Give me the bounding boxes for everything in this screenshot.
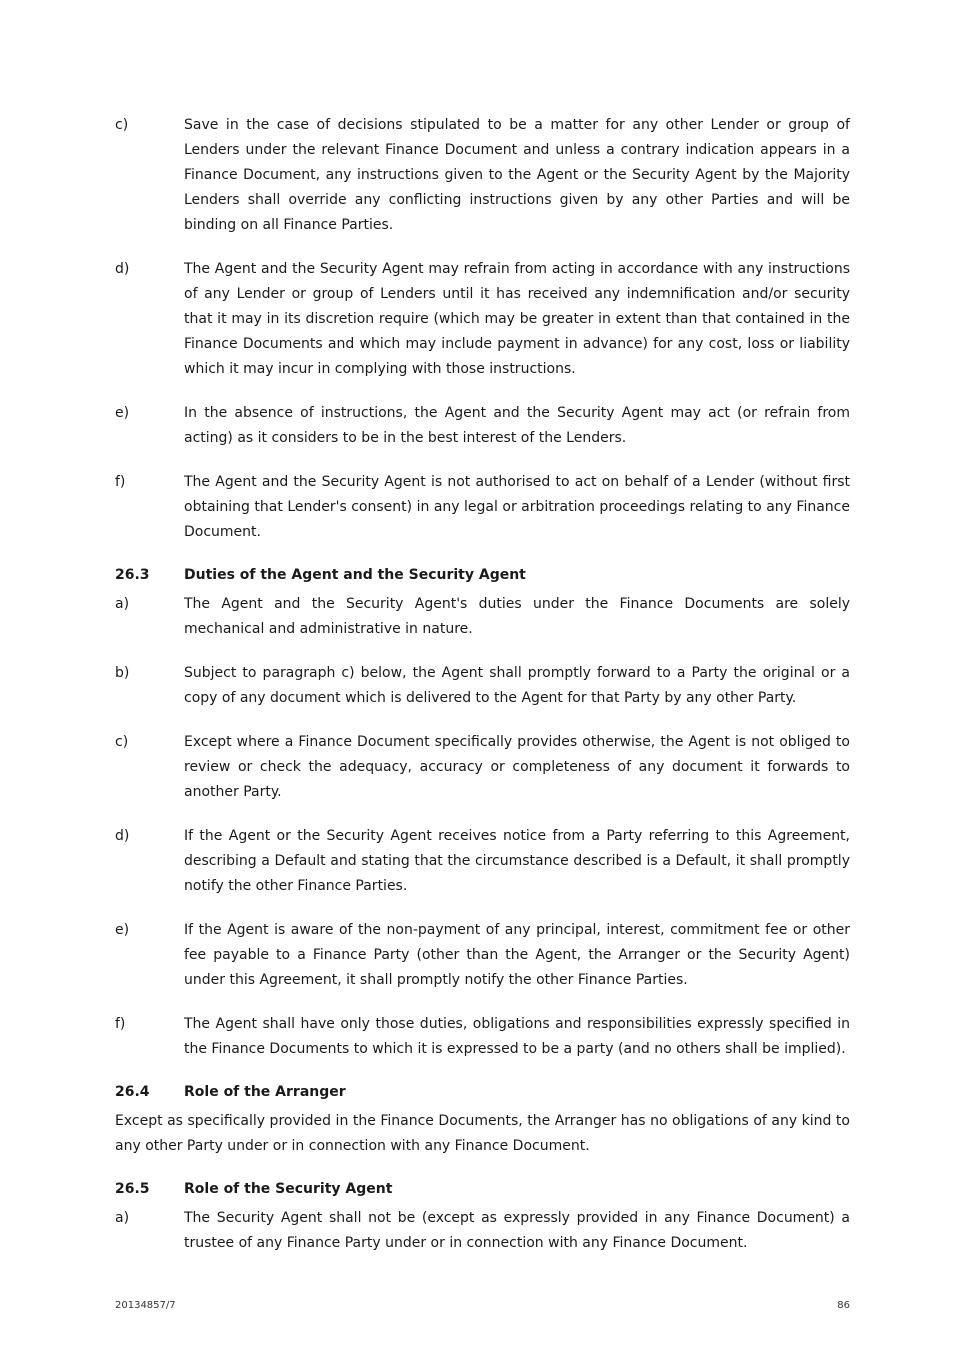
section-number: 26.3 [115,567,150,583]
item-label: a) [115,1210,130,1226]
item-text: The Agent and the Security Agent's duties under the Finance Documents are solely mechanical and administrative in nature. [184,596,850,637]
item-label: d) [115,261,130,277]
list-item [115,661,850,711]
item-label: e) [115,405,130,421]
list-item [115,470,850,545]
list-item [115,401,850,451]
item-text: The Agent and the Security Agent may refrain from acting in accordance with any instructions of any Lender or group of Lenders until it has received any indemnification and/or security that it may in its discretion require (which may be greater in extent than that contained in the Finance Documents and which may include payment in advance) for any cost, loss or liability which it may incur in complying with those instructions. [184,261,850,377]
item-label: c) [115,734,129,750]
list-item [115,1012,850,1062]
list-item [115,824,850,899]
list-item [115,918,850,993]
list-item [115,257,850,382]
document-reference: 20134857/7 [115,1300,176,1311]
item-text: Subject to paragraph c) below, the Agent shall promptly forward to a Party the original or a copy of any document which is delivered to the Agent for that Party by any other Party. [184,665,850,706]
item-label: f) [115,1016,126,1032]
page-number: 86 [837,1300,850,1311]
section-heading-26-4 [115,1080,850,1105]
page-footer [115,1300,850,1311]
item-label: e) [115,922,130,938]
item-label: f) [115,474,126,490]
item-label: d) [115,828,130,844]
section-title: Role of the Arranger [184,1084,346,1100]
item-text: In the absence of instructions, the Agent and the Security Agent may act (or refrain from acting) as it considers to be in the best interest of the Lenders. [184,405,850,446]
item-text: The Security Agent shall not be (except as expressly provided in any Finance Document) a trustee of any Finance Party under or in connection with any Finance Document. [184,1210,850,1251]
item-text: Save in the case of decisions stipulated to be a matter for any other Lender or group of Lenders under the relevant Finance Document and unless a contrary indication appears in a Finance Document, any instructions given to the Agent or the Security Agent by the Majority Lenders shall override any conflicting instructions given by any other Parties and will be binding on all Finance Parties. [184,117,850,233]
list-item [115,592,850,642]
section-title: Role of the Security Agent [184,1181,393,1197]
item-text: The Agent and the Security Agent is not authorised to act on behalf of a Lender (without first obtaining that Lender's consent) in any legal or arbitration proceedings relating to any Finance Document. [184,474,850,540]
section-paragraph: Except as specifically provided in the Finance Documents, the Arranger has no obligations of any kind to any other Party under or in connection with any Finance Document. [115,1113,850,1154]
item-text: Except where a Finance Document specifically provides otherwise, the Agent is not obliged to review or check the adequacy, accuracy or completeness of any document it forwards to another Party. [184,734,850,800]
document-body [115,113,850,1275]
section-number: 26.4 [115,1084,150,1100]
list-item [115,113,850,238]
item-text: If the Agent is aware of the non-payment of any principal, interest, commitment fee or other fee payable to a Finance Party (other than the Agent, the Arranger or the Security Agent) under this Agreement, it shall promptly notify the other Finance Parties. [184,922,850,988]
section-number: 26.5 [115,1181,150,1197]
section-heading-26-5 [115,1177,850,1202]
section-heading-26-3 [115,563,850,588]
list-item [115,1206,850,1256]
item-label: b) [115,665,130,681]
item-text: The Agent shall have only those duties, obligations and responsibilities expressly specified in the Finance Documents to which it is expressed to be a party (and no others shall be implied). [184,1016,850,1057]
section-title: Duties of the Agent and the Security Agent [184,567,526,583]
list-item [115,730,850,805]
item-label: c) [115,117,129,133]
item-text: If the Agent or the Security Agent receives notice from a Party referring to this Agreement, describing a Default and stating that the circumstance described is a Default, it shall promptly notify the other Finance Parties. [184,828,850,894]
item-label: a) [115,596,130,612]
